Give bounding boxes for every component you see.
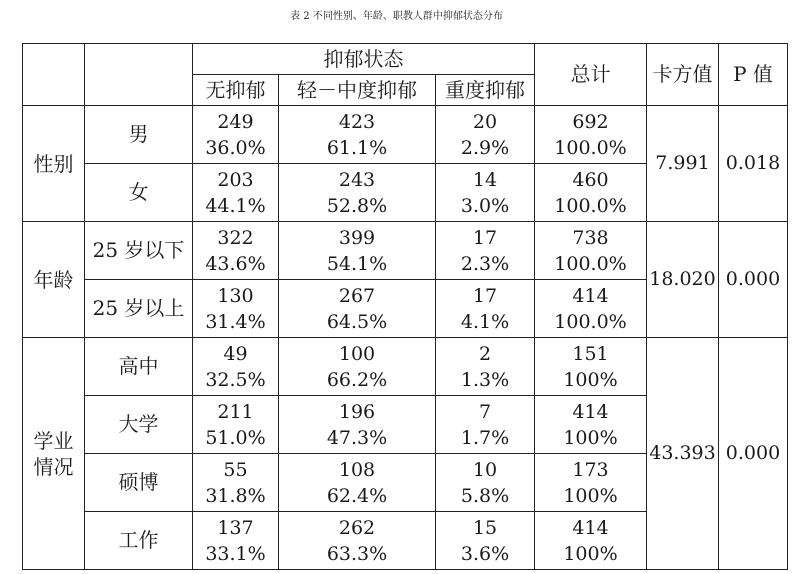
header-total: 总计 [535,44,647,106]
p-value: 0.000 [719,338,788,570]
header-severe: 重度抑郁 [436,75,535,106]
count-value: 7 [478,400,492,423]
percent-value: 100.0% [554,310,627,333]
count-value: 414 [572,516,609,539]
distribution-table [22,43,788,570]
count-value: 14 [472,168,498,191]
count-value: 211 [217,400,254,423]
count-cell [193,164,279,222]
percent-value: 4.1% [460,310,510,333]
group-label [23,106,85,222]
count-value: 10 [472,458,498,481]
percent-value: 100.0% [554,194,627,217]
header-p-value: P 值 [719,44,788,106]
percent-value: 47.3% [326,426,388,449]
percent-value: 43.6% [205,252,266,275]
total-cell [535,396,647,454]
header-depression-state: 抑郁状态 [193,44,535,75]
count-cell [193,454,279,512]
count-cell [436,454,535,512]
header-chi-square: 卡方值 [647,44,719,106]
count-cell [279,512,436,570]
group-label-line: 学业 [33,428,74,453]
row-label: 25 岁以上 [85,280,193,338]
total-cell [535,338,647,396]
percent-value: 32.5% [205,368,266,391]
count-cell [193,512,279,570]
count-value: 262 [338,516,376,539]
count-value: 49 [223,342,248,365]
count-value: 249 [217,110,254,133]
table-row [23,222,788,280]
count-value: 137 [217,516,254,539]
header-no-depression: 无抑郁 [193,75,279,106]
table-row [23,338,788,396]
row-label: 高中 [85,338,193,396]
percent-value: 61.1% [326,136,388,159]
percent-value: 33.1% [205,542,266,565]
percent-value: 2.9% [460,136,510,159]
p-value: 0.000 [719,222,788,338]
percent-value: 100% [563,542,618,565]
count-cell [279,454,436,512]
count-cell [279,396,436,454]
chi-square-value: 7.991 [647,106,719,222]
total-cell [535,106,647,164]
total-cell [535,512,647,570]
count-value: 692 [572,110,609,133]
count-value: 414 [572,284,609,307]
count-value: 243 [338,168,376,191]
count-value: 130 [217,284,254,307]
p-value: 0.018 [719,106,788,222]
count-value: 55 [223,458,248,481]
header-empty-group [23,44,85,106]
row-label: 硕博 [85,454,193,512]
table-row [23,106,788,164]
group-label-line: 性别 [33,151,74,176]
total-cell [535,164,647,222]
percent-value: 100.0% [554,252,627,275]
count-cell [436,512,535,570]
percent-value: 44.1% [205,194,266,217]
row-label: 25 岁以下 [85,222,193,280]
count-cell [193,106,279,164]
percent-value: 100.0% [554,136,627,159]
group-label-line: 情况 [33,454,74,479]
count-value: 203 [217,168,254,191]
count-cell [193,396,279,454]
row-label: 男 [85,106,193,164]
count-value: 2 [478,342,492,365]
count-value: 100 [338,342,376,365]
percent-value: 31.8% [205,484,266,507]
chi-square-value: 43.393 [647,338,719,570]
table-caption: 表 2 不同性别、年龄、职教人群中抑郁状态分布 [290,11,503,22]
count-cell [279,338,436,396]
count-value: 399 [338,226,376,249]
percent-value: 2.3% [460,252,510,275]
percent-value: 5.8% [460,484,510,507]
count-cell [193,222,279,280]
percent-value: 51.0% [205,426,266,449]
percent-value: 52.8% [326,194,388,217]
count-value: 15 [472,516,498,539]
count-cell [279,164,436,222]
percent-value: 3.0% [460,194,510,217]
percent-value: 62.4% [326,484,388,507]
percent-value: 100% [563,426,618,449]
count-cell [436,222,535,280]
header-mild-moderate: 轻－中度抑郁 [279,75,436,106]
count-value: 738 [572,226,609,249]
total-cell [535,280,647,338]
count-value: 267 [338,284,376,307]
percent-value: 36.0% [205,136,266,159]
total-cell [535,222,647,280]
percent-value: 64.5% [326,310,388,333]
count-value: 196 [338,400,376,423]
percent-value: 100% [563,484,618,507]
percent-value: 1.3% [460,368,510,391]
count-cell [436,396,535,454]
count-value: 17 [472,226,498,249]
row-label: 工作 [85,512,193,570]
percent-value: 66.2% [326,368,388,391]
count-cell [436,106,535,164]
group-label [23,338,85,570]
count-cell [193,338,279,396]
count-cell [436,338,535,396]
total-cell [535,454,647,512]
count-value: 17 [472,284,498,307]
count-cell [193,280,279,338]
count-value: 108 [338,458,376,481]
percent-value: 31.4% [205,310,266,333]
count-value: 423 [338,110,376,133]
count-cell [279,222,436,280]
percent-value: 100% [563,368,618,391]
percent-value: 63.3% [326,542,388,565]
count-cell [436,280,535,338]
count-value: 414 [572,400,609,423]
count-value: 20 [472,110,498,133]
group-label [23,222,85,338]
row-label: 大学 [85,396,193,454]
percent-value: 54.1% [326,252,388,275]
header-empty-sub [85,44,193,106]
count-cell [436,164,535,222]
count-value: 173 [572,458,609,481]
count-value: 322 [217,226,254,249]
count-cell [279,106,436,164]
count-value: 460 [572,168,609,191]
count-value: 151 [572,342,609,365]
percent-value: 1.7% [460,426,510,449]
group-label-line: 年龄 [33,267,74,292]
row-label: 女 [85,164,193,222]
percent-value: 3.6% [460,542,510,565]
chi-square-value: 18.020 [647,222,719,338]
count-cell [279,280,436,338]
